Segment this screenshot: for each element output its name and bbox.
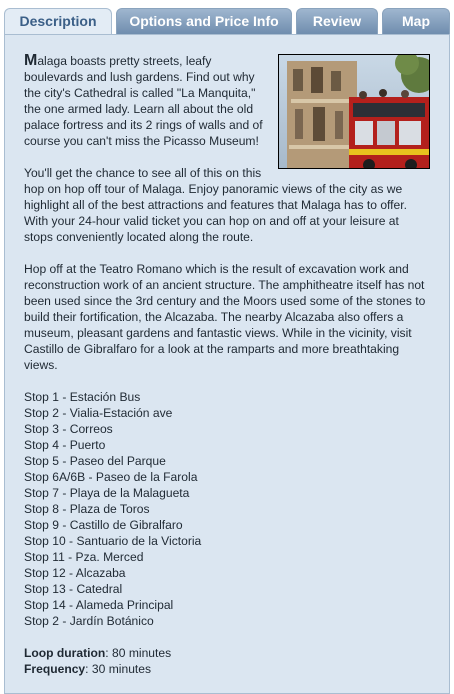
frequency-value: : 30 minutes [85,662,152,676]
list-item: Stop 2 - Jardín Botánico [24,614,154,628]
list-item: Stop 11 - Pza. Merced [24,550,144,564]
loop-duration-value: : 80 minutes [105,646,172,660]
list-item: Stop 9 - Castillo de Gibralfaro [24,518,183,532]
cathedral-bus-photo [278,54,430,169]
drop-cap: M [24,52,38,69]
list-item: Stop 4 - Puerto [24,438,106,452]
tab-map[interactable]: Map [382,8,450,34]
tab-description[interactable]: Description [4,8,112,35]
description-panel [4,34,450,694]
list-item: Stop 7 - Playa de la Malagueta [24,486,190,500]
loop-duration [24,645,430,661]
paragraph-hop-on: You'll get the chance to see all of this on this hop on hop off tour of Malaga. Enjoy panoramic views of the city as we highlight all of the best attractions and features that Malaga has to offer. With your 24-hour valid ticket you can hop on and off at your leisure at stops conveniently located along the route. [24,166,407,244]
list-item: Stop 6A/6B - Paseo de la Farola [24,470,198,484]
tab-bar [4,8,450,34]
list-item: Stop 3 - Correos [24,422,113,436]
tab-options-and-price-info[interactable]: Options and Price Info [116,8,292,34]
list-item: Stop 5 - Paseo del Parque [24,454,166,468]
tour-meta [24,645,430,677]
list-item: Stop 12 - Alcazaba [24,566,126,580]
tab-review[interactable]: Review [296,8,378,34]
list-item: Stop 14 - Alameda Principal [24,598,174,612]
list-item: Stop 8 - Plaza de Toros [24,502,150,516]
paragraph-teatro-romano: Hop off at the Teatro Romano which is the result of excavation work and reconstruction work of an ancient structure. The amphitheatre itself has not been used since the 3rd century and the Moors used some of the stones to build their fortification, the Alcazaba. The nearby Alcazaba also offers a museum, pleasant gardens and fantastic views. While in the vicinity, visit Castillo de Gibralfaro for a look at the ramparts and more breathtaking views. [24,262,426,372]
list-item: Stop 13 - Catedral [24,582,123,596]
frequency-label: Frequency [24,662,86,676]
stops-list [24,389,430,629]
list-item: Stop 1 - Estación Bus [24,390,141,404]
intro-text: alaga boasts pretty streets, leafy boulevards and lush gardens. Find out why the city's Cathedral is called "La Manquita," the one armed lady. Learn all about the old palace fortress and its 2 rings of walls and of course you can't miss the Picasso Museum! [24,54,263,148]
loop-duration-label: Loop duration [24,646,106,660]
list-item: Stop 10 - Santuario de la Victoria [24,534,202,548]
list-item: Stop 2 - Vialia-Estación ave [24,406,173,420]
